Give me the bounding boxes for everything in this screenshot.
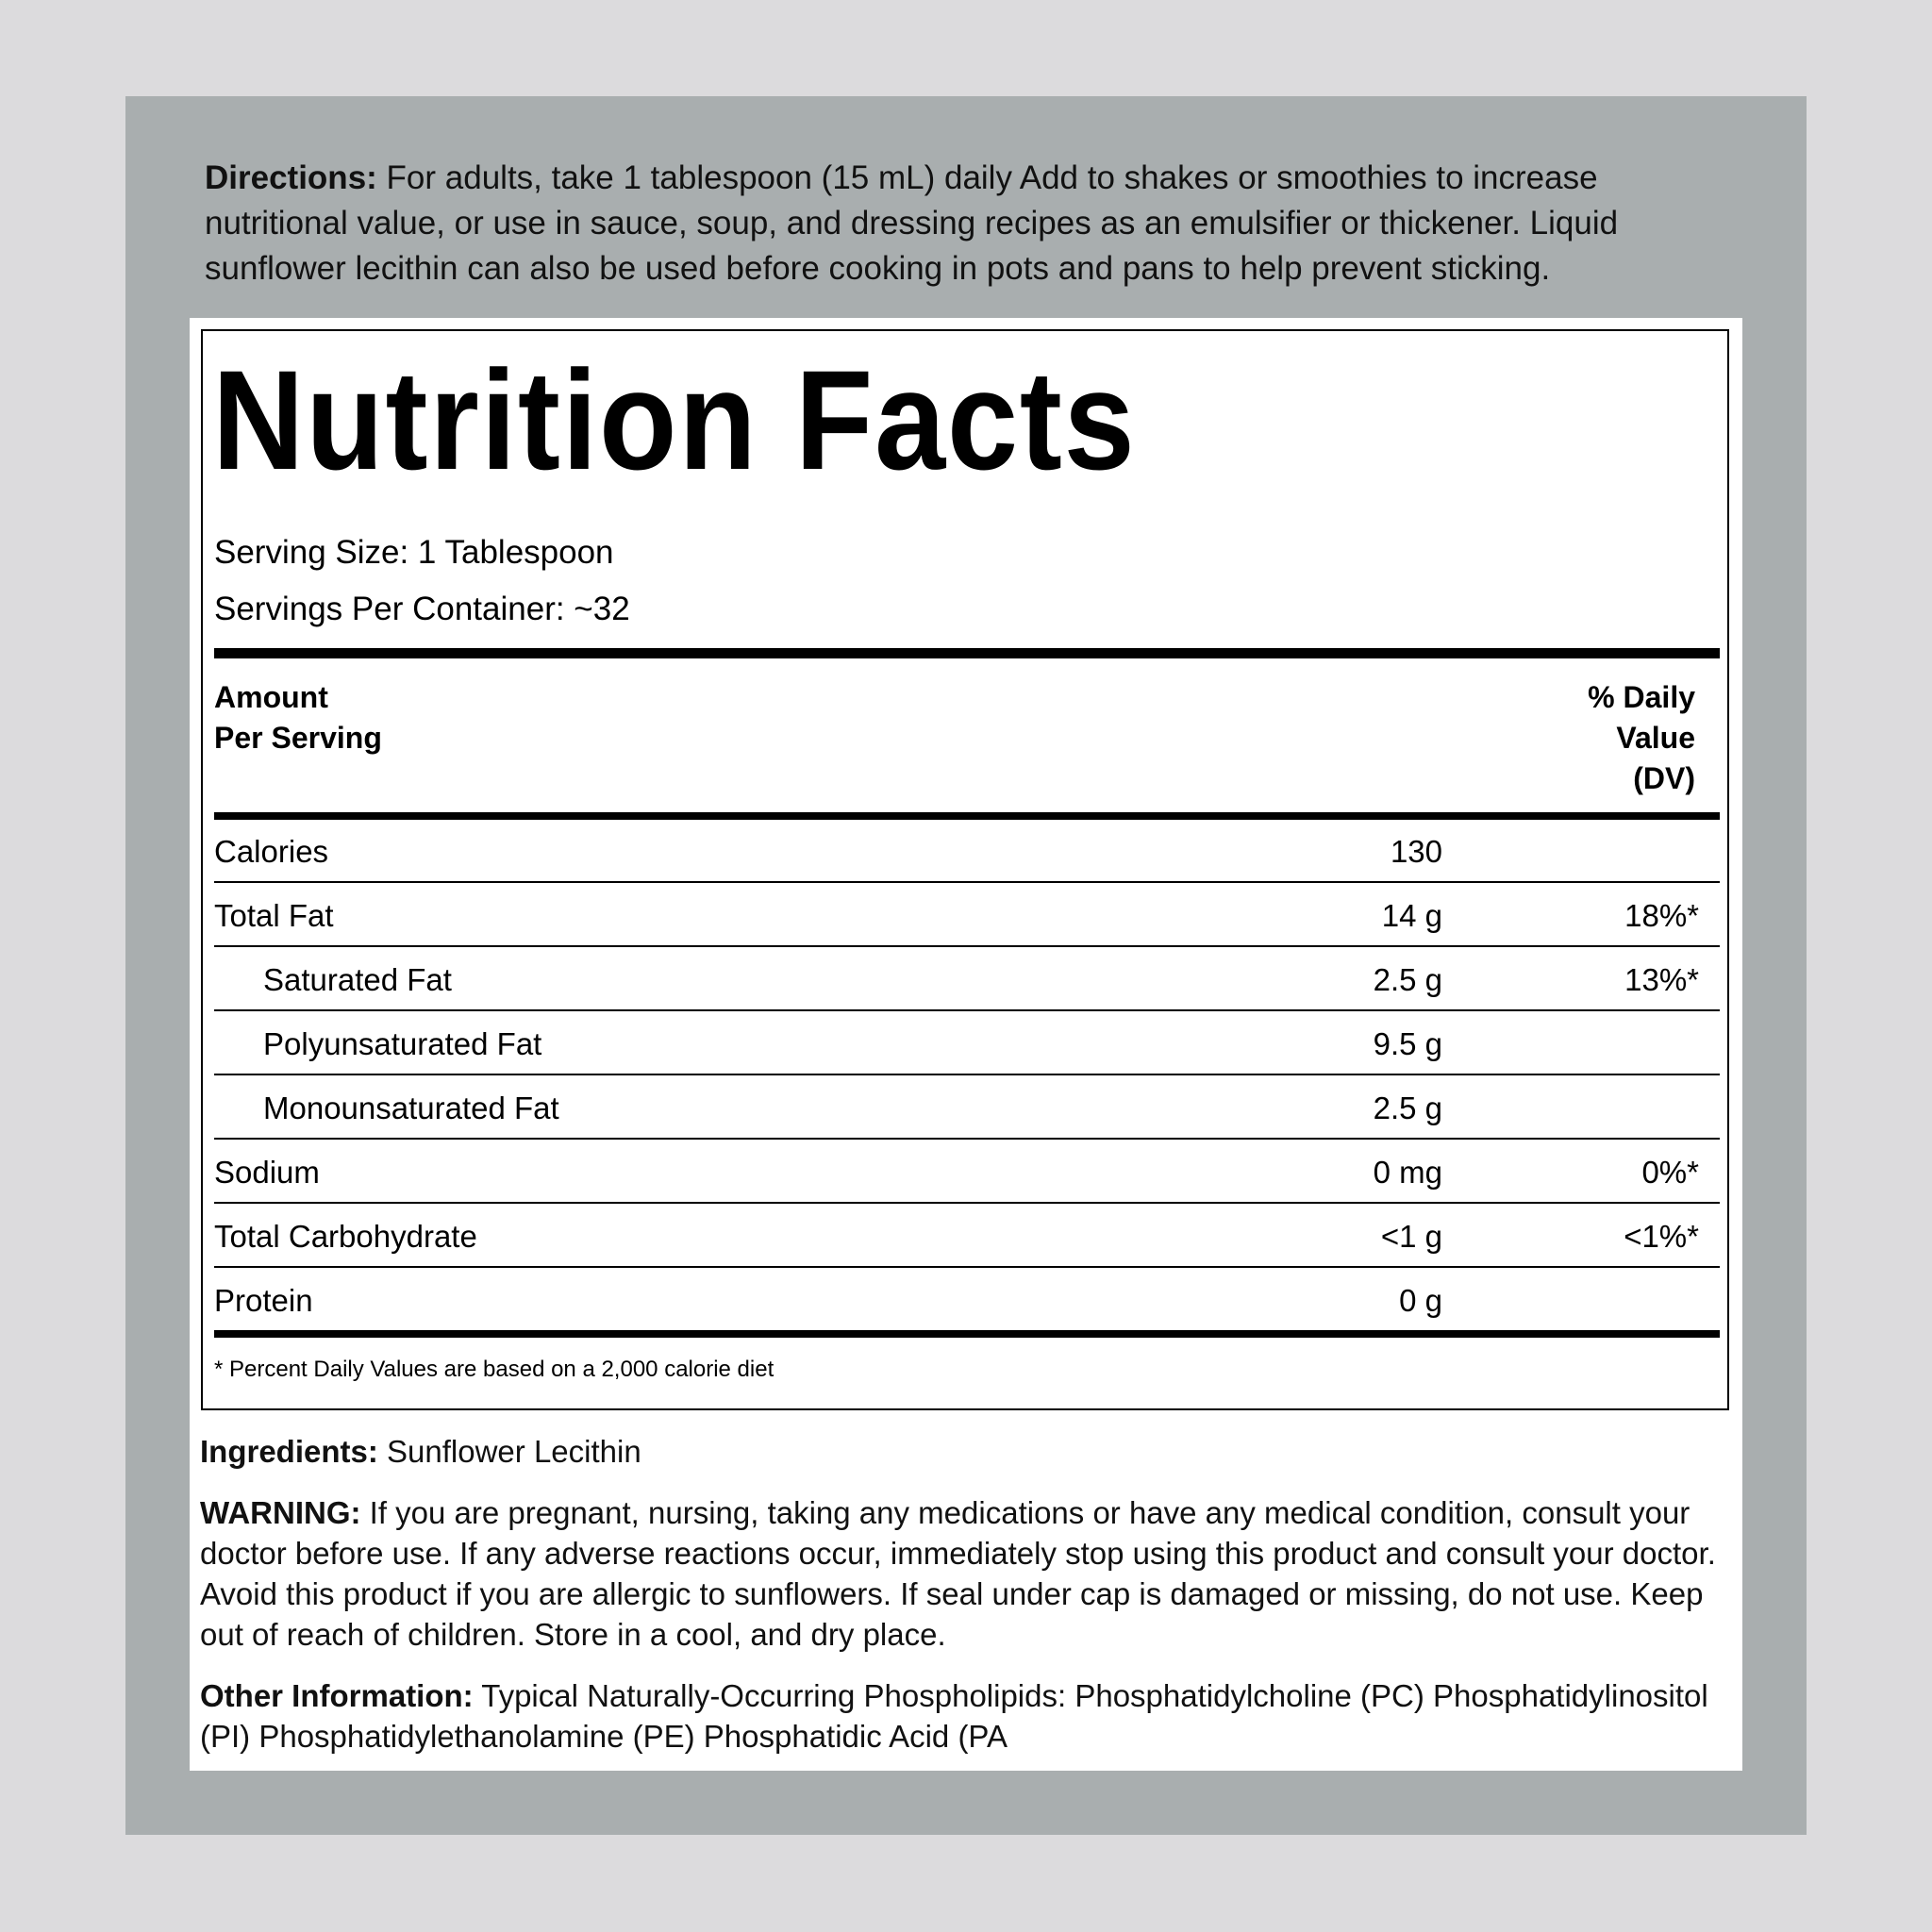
nutrition-facts-title: Nutrition Facts — [212, 341, 1137, 499]
ingredients-label: Ingredients: — [200, 1434, 378, 1469]
ingredients-body: Sunflower Lecithin — [387, 1434, 641, 1469]
nutrient-name: Total Fat — [214, 898, 334, 933]
thick-divider-top — [214, 648, 1720, 658]
other-information-body: Typical Naturally-Occurring Phospholipids: Phosphatidylcholine (PC) Phosphatidylinositol (PI) Phosphatidylethanolamine (PE) Phosphatidic Acid (PA — [200, 1678, 1708, 1754]
dv-header-line1: % Daily — [1588, 680, 1695, 714]
other-information-label: Other Information: — [200, 1678, 474, 1713]
nutrition-facts-panel — [201, 329, 1729, 1410]
other-information-text — [200, 1675, 1747, 1757]
nutrient-name: Monounsaturated Fat — [263, 1091, 559, 1125]
warning-text — [200, 1492, 1747, 1655]
daily-value-footnote: * Percent Daily Values are based on a 2,000 calorie diet — [214, 1357, 774, 1382]
nutrient-row-sodium — [214, 1141, 1720, 1204]
warning-label: WARNING: — [200, 1495, 361, 1530]
nutrient-amount: 0 g — [1399, 1283, 1442, 1318]
nutrient-name: Protein — [214, 1283, 313, 1318]
nutrient-row-protein — [214, 1269, 1720, 1332]
nutrient-row-polyunsaturated-fat — [214, 1012, 1720, 1075]
serving-size: Serving Size: 1 Tablespoon — [214, 534, 614, 571]
nutrient-daily-value: 13%* — [1624, 962, 1699, 997]
nutrient-row-saturated-fat — [214, 948, 1720, 1011]
dv-header-line2: Value — [1616, 721, 1695, 755]
nutrient-row-monounsaturated-fat — [214, 1076, 1720, 1140]
dv-header-line3: (DV) — [1633, 761, 1695, 795]
nutrient-amount: 2.5 g — [1373, 962, 1442, 997]
nutrient-row-total-fat — [214, 884, 1720, 947]
daily-value-header — [1588, 677, 1695, 799]
amount-header-line1: Amount — [214, 680, 328, 714]
nutrient-amount: 14 g — [1381, 898, 1442, 933]
nutrient-amount: 0 mg — [1373, 1155, 1442, 1190]
nutrient-daily-value: <1%* — [1624, 1219, 1699, 1254]
nutrient-row-calories — [214, 820, 1720, 883]
amount-header-line2: Per Serving — [214, 721, 382, 755]
nutrient-name: Calories — [214, 834, 329, 869]
nutrient-name: Total Carbohydrate — [214, 1219, 477, 1254]
nutrient-name: Saturated Fat — [263, 962, 452, 997]
directions-body: For adults, take 1 tablespoon (15 mL) daily Add to shakes or smoothies to increase nutritional value, or use in sauce, soup, and dressing recipes as an emulsifier or thickener. Liquid sunflower lecithin can also be used before cooking in pots and pans to help prevent sticking. — [205, 159, 1619, 287]
servings-per-container: Servings Per Container: ~32 — [214, 591, 630, 627]
nutrient-name: Polyunsaturated Fat — [263, 1026, 542, 1061]
nutrient-amount: <1 g — [1380, 1219, 1442, 1254]
nutrient-daily-value: 18%* — [1624, 898, 1699, 933]
nutrient-name: Sodium — [214, 1155, 320, 1190]
nutrient-daily-value: 0%* — [1641, 1155, 1699, 1190]
nutrient-amount: 2.5 g — [1373, 1091, 1442, 1125]
ingredients-text — [200, 1431, 1747, 1472]
nutrient-amount: 9.5 g — [1373, 1026, 1442, 1061]
nutrient-row-total-carbohydrate — [214, 1205, 1720, 1268]
thick-divider-bottom — [214, 1330, 1720, 1338]
thick-divider-header — [214, 812, 1720, 820]
amount-per-serving-header — [214, 677, 382, 758]
nutrient-amount: 130 — [1390, 834, 1442, 869]
directions-text — [205, 156, 1733, 291]
directions-label: Directions: — [205, 159, 377, 196]
warning-body: If you are pregnant, nursing, taking any medications or have any medical condition, consult your doctor before use. If any adverse reactions occur, immediately stop using this product and consult your doctor. Avoid this product if you are allergic to sunflowers. If seal under cap is damaged or missing, do not use. Keep out of reach of children. Store in a cool, and dry place. — [200, 1495, 1716, 1652]
